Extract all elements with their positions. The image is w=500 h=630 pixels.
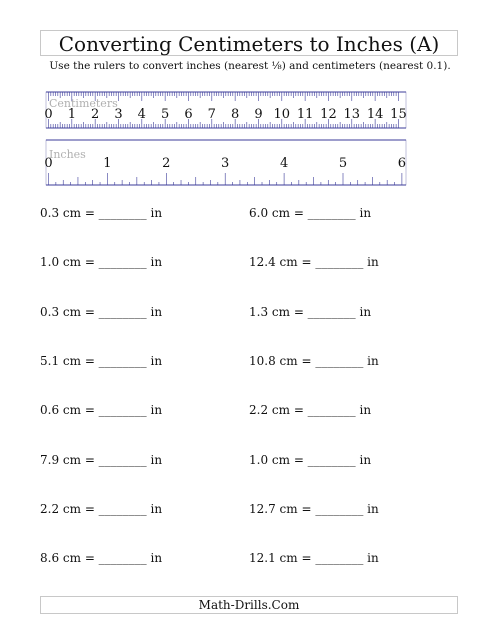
cm-ruler-caption: Centimeters bbox=[49, 97, 118, 110]
inch-tick-label: 2 bbox=[162, 156, 171, 171]
cm-tick-label: 13 bbox=[343, 107, 361, 122]
problem-right: 6.0 cm = ________ in bbox=[249, 206, 372, 220]
inch-ruler-caption: Inches bbox=[49, 148, 86, 161]
problem-right: 1.0 cm = ________ in bbox=[249, 452, 372, 467]
inch-tick-label: 4 bbox=[279, 156, 289, 171]
problem-left: 1.0 cm = ________ in bbox=[40, 255, 163, 270]
problem-left: 8.6 cm = ________ in bbox=[40, 551, 163, 566]
problem-right: 1.3 cm = ________ in bbox=[249, 304, 372, 319]
cm-tick-label: 9 bbox=[254, 107, 263, 122]
worksheet-title: Converting Centimeters to Inches (A) bbox=[40, 30, 458, 56]
cm-tick-label: 1 bbox=[67, 107, 76, 122]
inch-tick-label: 0 bbox=[44, 156, 53, 171]
inch-tick-label: 6 bbox=[397, 156, 407, 171]
problem-right: 10.8 cm = ________ in bbox=[249, 353, 379, 368]
inch-tick-label: 1 bbox=[103, 156, 112, 171]
cm-tick-label: 12 bbox=[320, 107, 337, 122]
inch-tick-label: 5 bbox=[338, 156, 348, 171]
cm-tick-label: 0 bbox=[44, 107, 53, 122]
cm-tick-label: 14 bbox=[366, 107, 384, 122]
problem-right: 2.2 cm = ________ in bbox=[249, 403, 372, 418]
instructions-text: Use the rulers to convert inches (nearest ⅛) and centimeters (nearest 0.1). bbox=[49, 60, 451, 72]
cm-tick-label: 10 bbox=[273, 107, 291, 122]
inch-tick-label: 3 bbox=[221, 156, 230, 171]
cm-tick-label: 6 bbox=[184, 107, 193, 122]
problem-right: 12.1 cm = ________ in bbox=[249, 551, 379, 566]
problem-right: 12.4 cm = ________ in bbox=[249, 255, 379, 270]
cm-tick-label: 3 bbox=[114, 107, 123, 122]
problem-left: 0.3 cm = ________ in bbox=[40, 304, 163, 319]
problem-left: 2.2 cm = ________ in bbox=[40, 501, 163, 516]
cm-tick-label: 7 bbox=[207, 107, 216, 122]
cm-tick-label: 2 bbox=[91, 107, 100, 122]
cm-tick-label: 15 bbox=[390, 107, 407, 122]
problem-right: 12.7 cm = ________ in bbox=[249, 501, 379, 516]
cm-tick-label: 4 bbox=[137, 107, 146, 122]
problem-left: 0.3 cm = ________ in bbox=[40, 206, 163, 220]
footer-credit: Math-Drills.Com bbox=[40, 596, 458, 614]
cm-tick-label: 5 bbox=[161, 107, 170, 122]
cm-tick-label: 11 bbox=[296, 107, 314, 122]
problem-left: 0.6 cm = ________ in bbox=[40, 403, 163, 418]
problem-left: 7.9 cm = ________ in bbox=[40, 452, 163, 467]
cm-tick-label: 8 bbox=[230, 107, 240, 122]
problem-left: 5.1 cm = ________ in bbox=[40, 353, 163, 368]
